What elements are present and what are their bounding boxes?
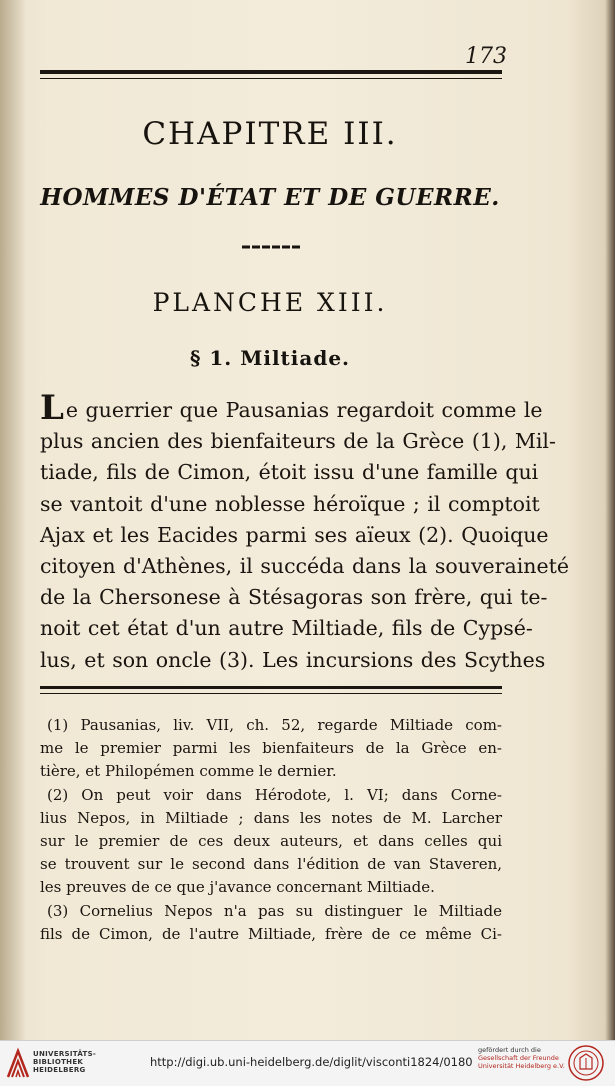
footnote-line: (2) On peut voir dans Hérodote, l. VI; dans Corne-	[47, 785, 502, 804]
footnotes	[40, 714, 502, 946]
body-line: citoyen d'Athènes, il succéda dans la souveraineté	[40, 554, 569, 579]
plate-title: PLANCHE XIII.	[152, 288, 388, 317]
body-line: lus, et son oncle (3). Les incursions des Scythes	[40, 647, 546, 672]
body-line: noit cet état d'un autre Miltiade, fils de Cypsé-	[40, 616, 533, 641]
section-title: § 1. Miltiade.	[189, 346, 351, 370]
footnote-line: me le premier parmi les bienfaiteurs de la Grèce en-	[40, 739, 502, 758]
body-line: de la Chersonese à Stésagoras son frère, qui te-	[40, 585, 548, 610]
body-line: plus ancien des bienfaiteurs de la Grèce (1), Mil-	[40, 429, 556, 454]
viewer-footer	[0, 1040, 615, 1086]
divider-ornament	[240, 244, 304, 250]
drop-cap: L	[40, 388, 64, 428]
footnote-line: se trouvent sur le second dans l'édition de van Staveren,	[40, 855, 502, 874]
footnote-line: (1) Pausanias, liv. VII, ch. 52, regarde Miltiade com-	[47, 716, 502, 734]
header-rule-thin	[40, 78, 502, 79]
library-logo-icon	[6, 1047, 30, 1079]
footnote-line: tière, et Philopémen comme le dernier.	[40, 762, 337, 781]
footnote-line: fils de Cimon, de l'autre Miltiade, frère de ce même Ci-	[40, 924, 502, 943]
header-rule-thick	[40, 70, 502, 74]
footnote-line: sur le premier de ces deux auteurs, et dans celles qui	[40, 832, 502, 851]
footnote-rule-thick	[40, 686, 502, 689]
page-number: 173	[465, 44, 507, 69]
body-line: Ajax et les Eacides parmi ses aïeux (2). Quoique	[40, 522, 549, 547]
body-line: Le guerrier que Pausanias regardoit comme le	[40, 388, 543, 428]
chapter-title: CHAPITRE III.	[142, 116, 398, 152]
body-line: tiade, fils de Cimon, étoit issu d'une famille qui	[40, 460, 539, 485]
body-text	[40, 388, 569, 676]
body-line: se vantoit d'une noblesse héroïque ; il comptoit	[40, 491, 540, 516]
footnote-line: lius Nepos, in Miltiade ; dans les notes de M. Larcher	[40, 808, 502, 827]
chapter-subtitle: HOMMES D'ÉTAT ET DE GUERRE.	[40, 184, 500, 211]
footnote-rule-thin	[40, 693, 502, 694]
permalink[interactable]: http://digi.ub.uni-heidelberg.de/diglit/visconti1824/0180	[150, 1055, 473, 1069]
footnote-line: (3) Cornelius Nepos n'a pas su distinguer le Miltiade	[47, 901, 502, 920]
library-name: UNIVERSITÄTS- BIBLIOTHEK HEIDELBERG	[33, 1050, 97, 1074]
footnote-line: les preuves de ce que j'avance concernant Miltiade.	[40, 878, 435, 897]
university-seal-icon	[567, 1044, 605, 1082]
sponsor-text: gefördert durch die Gesellschaft der Freunde Universität Heidelberg e.V.	[478, 1046, 565, 1070]
